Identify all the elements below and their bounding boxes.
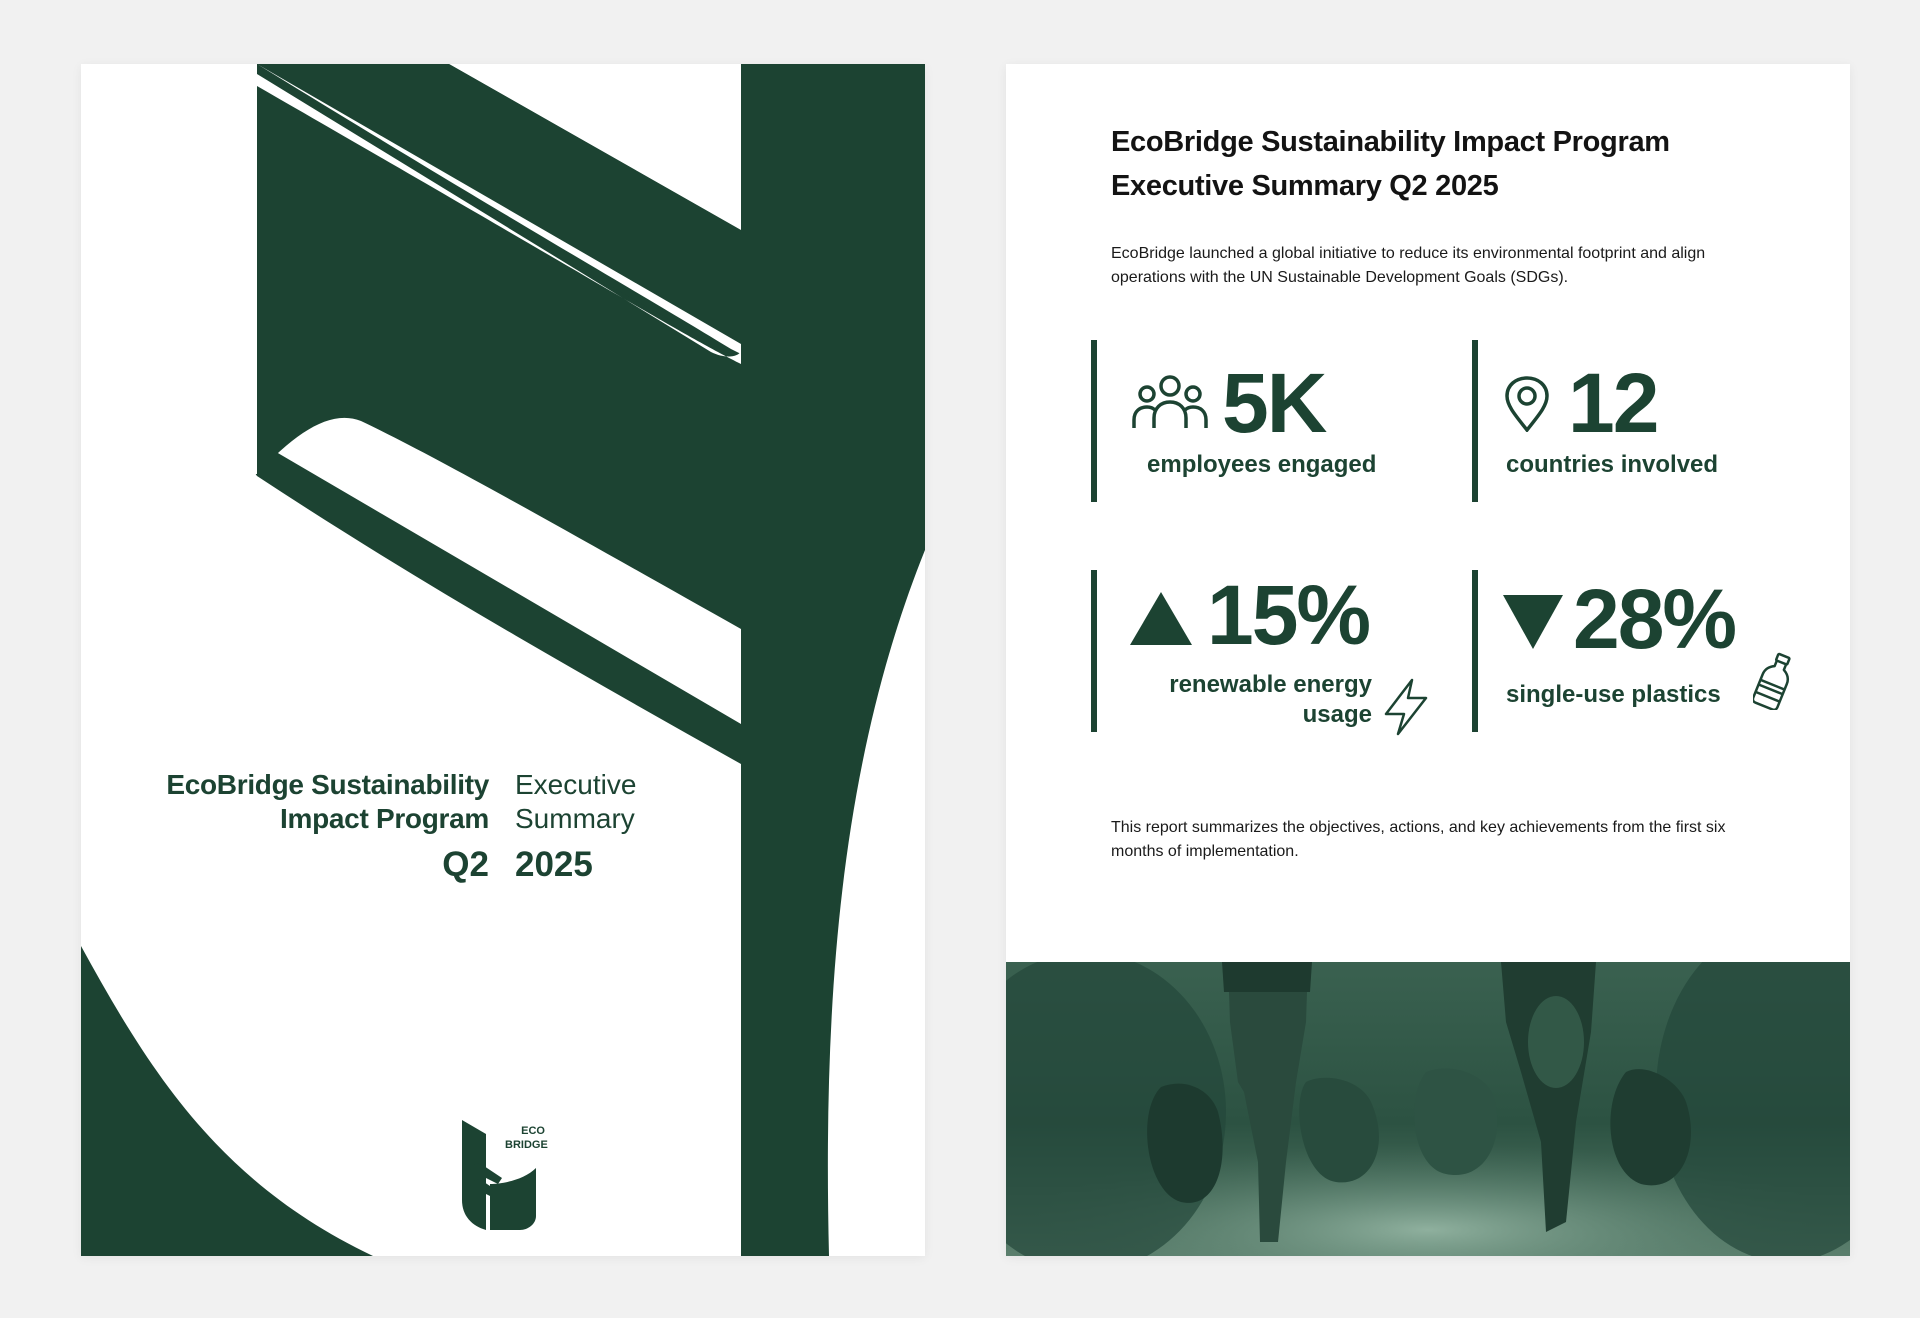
logo-wordmark bbox=[505, 1124, 548, 1152]
stat-countries bbox=[1472, 340, 1808, 502]
summary-title bbox=[1111, 120, 1771, 208]
stat-value: 15% bbox=[1207, 568, 1370, 662]
cover-leaf-graphic bbox=[81, 64, 925, 1256]
cover-subtitle bbox=[515, 768, 715, 836]
cover-title-line-2: Impact Program bbox=[280, 803, 489, 834]
summary-intro: EcoBridge launched a global initiative to reduce its environmental footprint and align operations with the UN Sustainable Development Goals (SDGs). bbox=[1111, 245, 1706, 286]
up-triangle-icon bbox=[1129, 590, 1193, 646]
stat-label-line-2: usage bbox=[1302, 701, 1372, 728]
cover-year: 2025 bbox=[515, 845, 593, 884]
down-triangle-icon bbox=[1502, 594, 1564, 650]
location-pin-icon bbox=[1504, 376, 1550, 432]
summary-title-line-1: EcoBridge Sustainability Impact Program bbox=[1111, 126, 1670, 158]
cover-subtitle-line-2: Summary bbox=[515, 803, 635, 834]
logo-wordmark-line-2: BRIDGE bbox=[505, 1139, 548, 1151]
summary-outro: This report summarizes the objectives, actions, and key achievements from the first six months of implementation. bbox=[1111, 819, 1726, 860]
stat-value: 28% bbox=[1573, 572, 1736, 666]
stat-value: 5K bbox=[1222, 356, 1326, 450]
summary-page bbox=[1006, 64, 1850, 1256]
cover-title-line-1: EcoBridge Sustainability bbox=[166, 769, 489, 800]
people-icon bbox=[1131, 374, 1209, 430]
stat-label bbox=[1147, 670, 1372, 730]
cover-subtitle-line-1: Executive bbox=[515, 769, 637, 800]
cover-quarter: Q2 bbox=[442, 845, 489, 884]
stat-label: single-use plastics bbox=[1506, 681, 1721, 708]
cover-title bbox=[109, 768, 489, 836]
cover-page bbox=[81, 64, 925, 1256]
stat-label: employees engaged bbox=[1147, 451, 1377, 478]
volunteers-cleanup-photo bbox=[1006, 962, 1850, 1256]
stat-single-use-plastics bbox=[1472, 570, 1808, 732]
plastic-bottle-icon bbox=[1753, 652, 1795, 710]
lightning-icon bbox=[1382, 678, 1430, 736]
stat-employees bbox=[1091, 340, 1427, 502]
logo-wordmark-line-1: ECO bbox=[521, 1125, 545, 1137]
summary-title-line-2: Executive Summary Q2 2025 bbox=[1111, 170, 1499, 202]
stat-label-line-1: renewable energy bbox=[1169, 671, 1372, 698]
stat-renewable-energy bbox=[1091, 570, 1427, 732]
stat-value: 12 bbox=[1568, 356, 1658, 450]
stat-label: countries involved bbox=[1506, 451, 1719, 478]
